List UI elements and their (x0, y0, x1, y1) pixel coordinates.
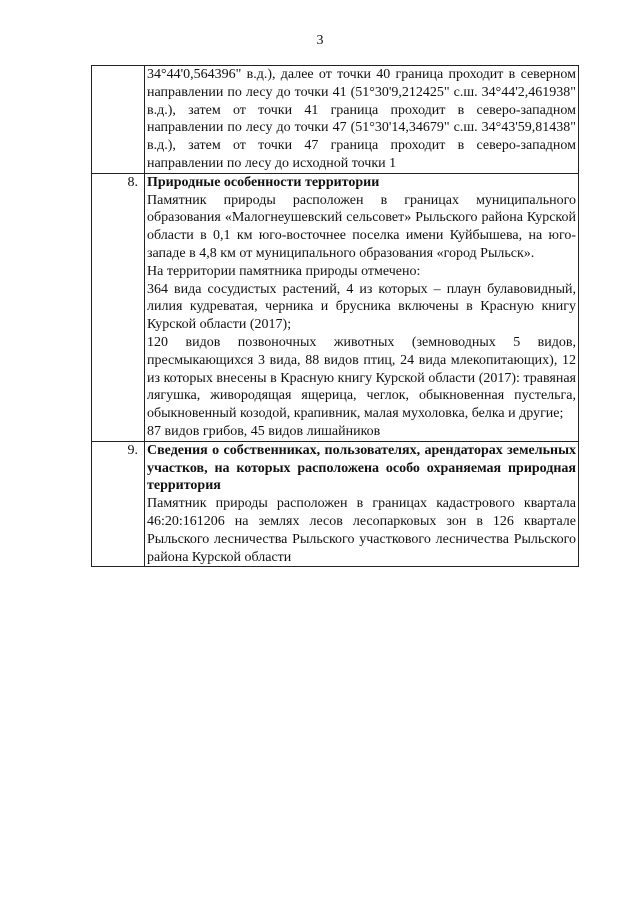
table-row-owners (92, 441, 579, 567)
row-content (145, 66, 579, 174)
table-row-natural-features (92, 173, 579, 441)
row-content (145, 173, 579, 441)
coordinates-paragraph: 34°44'0,564396" в.д.), далее от точки 40 граница проходит в северном направлении по лесу до точки 41 (51°30'9,212425" с.ш. 34°44'2,461938" в.д.), затем от точки 41 граница проходит в северо-западном направлении по лесу до точки 47 (51°30'14,34679" с.ш. 34°43'59,81438" в.д.), затем от точки 47 граница проходит в северо-западном направлении по лесу до исходной точки 1 (147, 67, 576, 171)
plants-paragraph: 364 вида сосудистых растений, 4 из которых – плаун булавовидный, лилия кудреватая, черника и брусника включены в Красную книгу Курской области (2017); (147, 281, 576, 333)
row-content (145, 441, 579, 567)
row-title: Сведения о собственниках, пользователях, арендаторах земельных участков, на которых расположена особо охраняемая природная территория (147, 442, 576, 494)
fungi-paragraph: 87 видов грибов, 45 видов лишайников (147, 423, 381, 439)
owners-paragraph: Памятник природы расположен в границах кадастрового квартала 46:20:161206 на землях лесов лесопарковых зон в 126 квартале Рыльского лесничества Рыльского участкового лесничества Рыльского района Курской области (147, 496, 576, 565)
animals-paragraph: 120 видов позвоночных животных (земноводных 5 видов, пресмыкающихся 3 вида, 88 видов птиц, 24 вида млекопитающих), 12 из которых внесены в Красную книгу Курской области (2017): травяная лягушка, живородящая ящерица, чеглок, обыкновенная пустельга, обыкновенный козодой, крапивник, малая мухоловка, белка и другие; (147, 334, 576, 422)
protected-area-table (91, 65, 579, 567)
page-number: 3 (316, 33, 324, 48)
table-row-coordinates (92, 66, 579, 174)
location-paragraph: Памятник природы расположен в границах муниципального образования «Малогнеушевский сельсовет» Рыльского района Курской области в 0,1 км юго-восточнее поселка имени Куйбышева, на юго-западе в 4,8 км от муниципального образования «город Рыльск». (147, 192, 576, 261)
row-number: 9. (92, 441, 145, 567)
row-number: 8. (92, 173, 145, 441)
intro-paragraph: На территории памятника природы отмечено: (147, 263, 421, 279)
row-number (92, 66, 145, 174)
row-title: Природные особенности территории (147, 174, 380, 190)
